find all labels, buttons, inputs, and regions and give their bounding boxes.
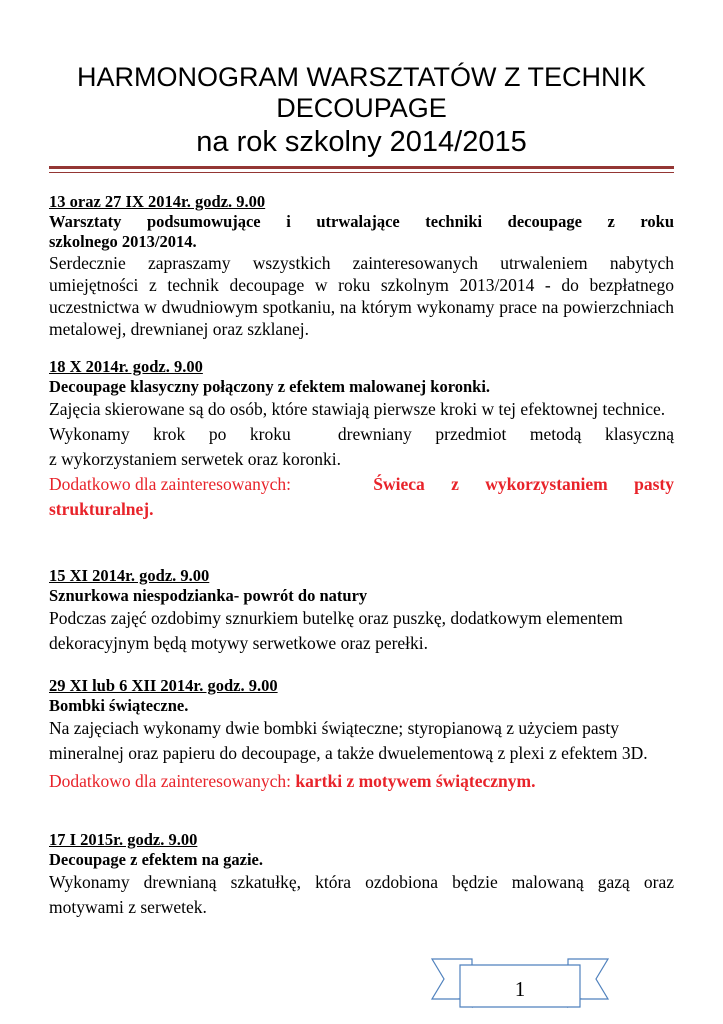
workshop-extra: [49, 472, 674, 497]
workshop-section-4: [49, 676, 674, 794]
workshop-heading-line-1: Warsztaty podsumowujące i utrwalające techniki decoupage z roku: [49, 212, 674, 231]
workshop-description: Wykonamy drewnianą szkatułkę, która ozdobiona będzie malowaną gazą oraz motywami z serwetek.: [49, 872, 674, 917]
workshop-heading-line-2: szkolnego 2013/2014.: [49, 232, 197, 251]
workshop-date: 15 XI 2014r. godz. 9.00: [49, 566, 210, 585]
title-line-3: na rok szkolny 2014/2015: [196, 126, 527, 158]
extra-item-line-1: Świeca z wykorzystaniem pasty: [373, 474, 674, 494]
workshop-section-1: [49, 192, 674, 340]
workshop-date: 17 I 2015r. godz. 9.00: [49, 830, 198, 849]
workshop-description: Na zajęciach wykonamy dwie bombki świąteczne; styropianową z użyciem pasty mineralnej oraz papieru do decoupage, a także dwuelementową z plexi z efektem 3D.: [49, 718, 648, 763]
page-number: 1: [514, 977, 526, 1001]
page-number-ribbon: [430, 955, 610, 1015]
workshop-description: Podczas zajęć ozdobimy sznurkiem butelkę oraz puszkę, dodatkowym elementem dekoracyjnym będą motywy serwetkowe oraz perełki.: [49, 608, 623, 653]
workshop-extra: [49, 769, 674, 794]
extra-item-line-2: strukturalnej.: [49, 499, 154, 519]
workshop-section-2: [49, 357, 674, 522]
workshop-heading: Sznurkowa niespodzianka- powrót do natury: [49, 586, 368, 605]
workshop-heading: Decoupage z efektem na gazie.: [49, 850, 263, 869]
workshop-heading: Decoupage klasyczny połączony z efektem malowanej koronki.: [49, 377, 491, 396]
workshop-date: 13 oraz 27 IX 2014r. godz. 9.00: [49, 192, 266, 211]
title-rule-thin: [49, 172, 674, 173]
workshop-section-3: [49, 566, 674, 656]
workshop-description-line-1: Wykonamy krok po kroku drewniany przedmiot metodą klasyczną: [49, 424, 674, 444]
extra-label: Dodatkowo dla zainteresowanych:: [49, 474, 292, 494]
workshop-description: Zajęcia skierowane są do osób, które stawiają pierwsze kroki w tej efektownej technice.: [49, 399, 666, 419]
extra-label: Dodatkowo dla zainteresowanych:: [49, 771, 292, 791]
workshop-section-5: [49, 830, 674, 920]
workshop-heading: Bombki świąteczne.: [49, 696, 189, 715]
title-line-1: HARMONOGRAM WARSZTATÓW Z TECHNIK: [77, 62, 646, 92]
workshop-description-line-2: z wykorzystaniem serwetek oraz koronki.: [49, 449, 342, 469]
document-title: [40, 62, 683, 161]
title-line-2: DECOUPAGE: [276, 93, 447, 123]
workshop-date: 29 XI lub 6 XII 2014r. godz. 9.00: [49, 676, 278, 695]
workshop-date: 18 X 2014r. godz. 9.00: [49, 357, 203, 376]
extra-item: kartki z motywem świątecznym.: [295, 771, 536, 791]
title-rule-thick: [49, 166, 674, 169]
workshop-description: Serdecznie zapraszamy wszystkich zainteresowanych utrwaleniem nabytych umiejętności z technik decoupage w roku szkolnym 2013/2014 - do bezpłatnego uczestnictwa w dwudniowym spotkaniu, na którym wykonamy prace na powierzchniach metalowej, drewnianej oraz szklanej.: [49, 253, 674, 339]
